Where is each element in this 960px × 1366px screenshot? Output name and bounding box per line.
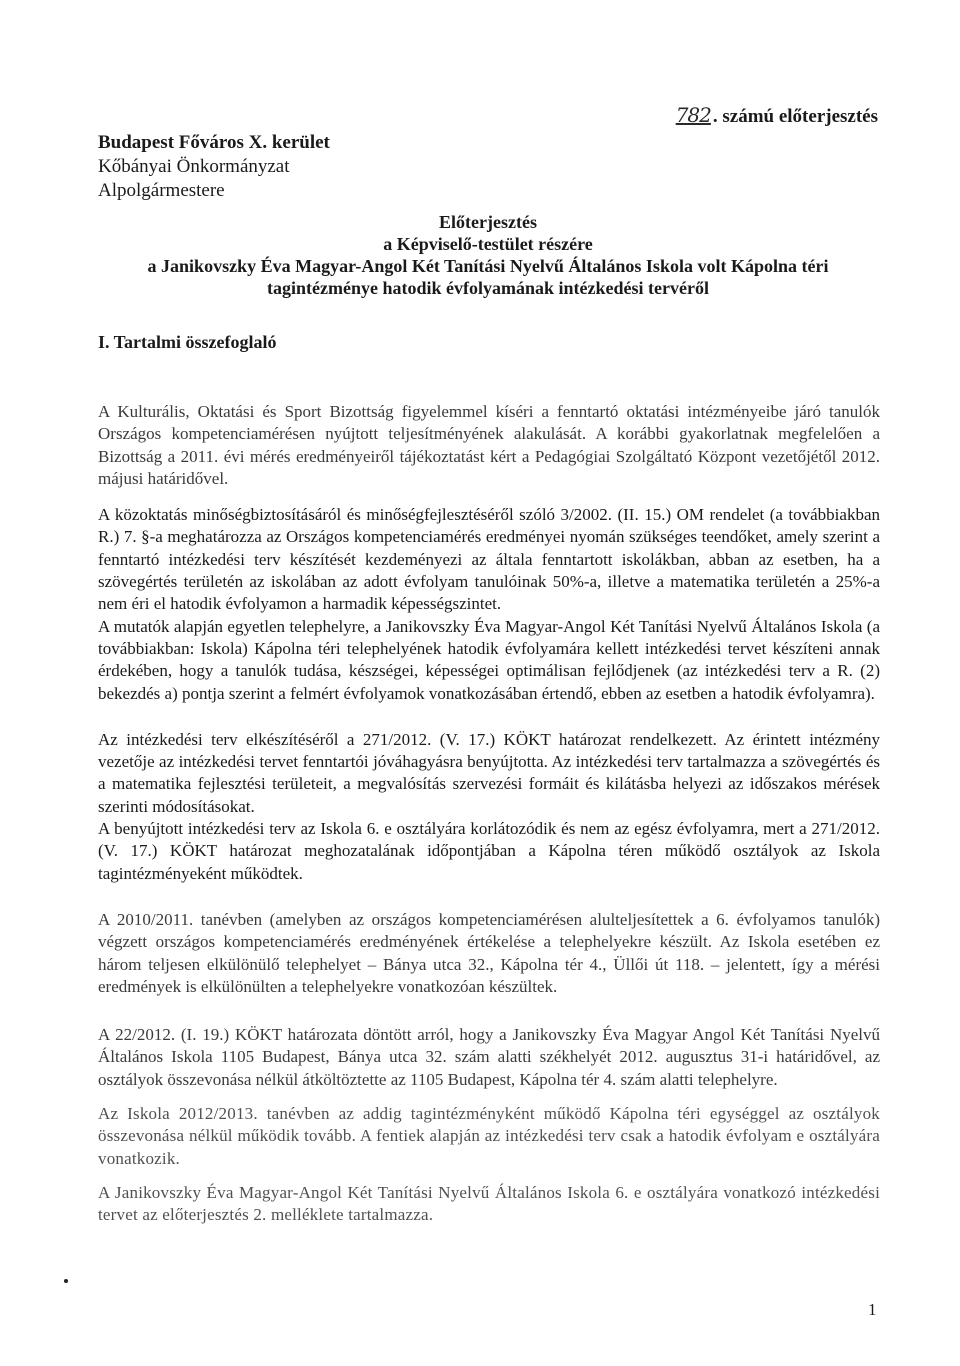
paragraph-7: A 22/2012. (I. 19.) KÖKT határozata döntött arról, hogy a Janikovszky Éva Magyar Angol Két Tanítási Nyelvű Általános Iskola 1105 Budapest, Bánya utca 32. szám alatti székhelyét 2012. augusztus 31-i határidővel, az osztályok összevonása nélkül átköltöztette az 1105 Budapest, Kápolna tér 4. szám alatti telephelyre. <box>98 1025 880 1089</box>
title-line-3: a Janikovszky Éva Magyar-Angol Két Tanítási Nyelvű Általános Iskola volt Kápolna téri <box>147 256 829 276</box>
title-line-2: a Képviselő-testület részére <box>383 234 593 254</box>
issuer-block <box>98 131 518 203</box>
document-title <box>98 211 878 299</box>
document-body <box>98 401 880 1227</box>
submission-label: . számú előterjesztés <box>712 106 878 127</box>
page-number: 1 <box>868 1300 877 1319</box>
issuer-line-2: Kőbányai Önkormányzat <box>98 156 290 177</box>
submission-number <box>676 103 878 128</box>
paragraph-8: Az Iskola 2012/2013. tanévben az addig tagintézményként működő Kápolna téri egységgel az osztályok összevonása nélkül működik tovább. A fentiek alapján az intézkedési terv csak a hatodik évfolyam e osztályára vonatkozik. <box>98 1104 880 1168</box>
margin-dot <box>64 1279 68 1283</box>
paragraph-9: A Janikovszky Éva Magyar-Angol Két Tanítási Nyelvű Általános Iskola 6. e osztályára vonatkozó intézkedési tervet az előterjesztés 2. melléklete tartalmazza. <box>98 1182 880 1225</box>
title-line-1: Előterjesztés <box>439 212 537 232</box>
title-line-4: tagintézménye hatodik évfolyamának intézkedési tervéről <box>267 278 709 298</box>
issuer-line-1: Budapest Főváros X. kerület <box>98 132 330 153</box>
paragraph-3: A mutatók alapján egyetlen telephelyre, a Janikovszky Éva Magyar-Angol Két Tanítási Nyelvű Általános Iskola (a továbbiakban: Iskola) Kápolna téri telephelyének hatodik évfolyamára kellett intézkedési tervet készíteni annak érdekében, hogy a tanulók tudása, készségei, képességei optimálisan fejlődjenek (az intézkedési terv a R. (2) bekezdés a) pontja szerint a felmért évfolyamok vonatkozásában értendő, ebben az esetben a hatodik évfolyamra). <box>98 616 880 703</box>
paragraph-1: A Kulturális, Oktatási és Sport Bizottság figyelemmel kíséri a fenntartó oktatási intézményeibe járó tanulók Országos kompetenciamérésen nyújtott teljesítményének alakulását. A korábbi gyakorlatnak megfelelően a Bizottság a 2011. évi mérés eredményeiről tájékoztatást kért a Pedagógiai Szolgáltató Központ vezetőjétől 2012. májusi határidővel. <box>98 402 880 488</box>
paragraph-4: Az intézkedési terv elkészítéséről a 271/2012. (V. 17.) KÖKT határozat rendelkezett. Az érintett intézmény vezetője az intézkedési tervet fenntartói jóváhagyásra benyújtotta. Az intézkedési terv tartalmazza a szövegértés és a matematika fejlesztési területeit, a megvalósítás szervezési formáit és kilátásba helyezi az időszakos mérések szerinti módosításokat. <box>98 729 880 816</box>
handwritten-number: 782 <box>675 103 711 127</box>
paragraph-6: A 2010/2011. tanévben (amelyben az országos kompetenciamérésen alulteljesítettek a 6. évfolyamos tanulók) végzett országos kompetenciamérés eredményének értékelése a telephelyekre készült. Az Iskola esetében ez három teljesen elkülönülő telephelyet – Bánya utca 32., Kápolna tér 4., Üllői út 118. – jelentett, így a mérési eredmények is elkülönülten a telephelyekre vonatkozóan készültek. <box>98 909 880 996</box>
paragraph-5: A benyújtott intézkedési terv az Iskola 6. e osztályára korlátozódik és nem az egész évfolyamra, mert a 271/2012. (V. 17.) KÖKT határozat meghozatalának időpontjában a Kápolna téren működő osztályok az Iskola tagintézményeként működtek. <box>98 819 880 883</box>
issuer-line-3: Alpolgármestere <box>98 180 225 201</box>
section-heading: I. Tartalmi összefoglaló <box>98 332 277 352</box>
paragraph-2: A közoktatás minőségbiztosításáról és minőségfejlesztéséről szóló 3/2002. (II. 15.) OM rendelet (a továbbiakban R.) 7. §-a meghatározza az Országos kompetenciamérés eredményei nyomán szükséges teendőket, amely szerint a fenntartó intézkedési terv készítését kezdeményezi az általa fenntartott iskolákban, abban az esetben, ha a szövegértés területén az iskolában az adott évfolyam tanulóinak 50%-a, illetve a matematika területén a 25%-a nem éri el hatodik évfolyamon a harmadik képességszintet. <box>98 505 880 614</box>
